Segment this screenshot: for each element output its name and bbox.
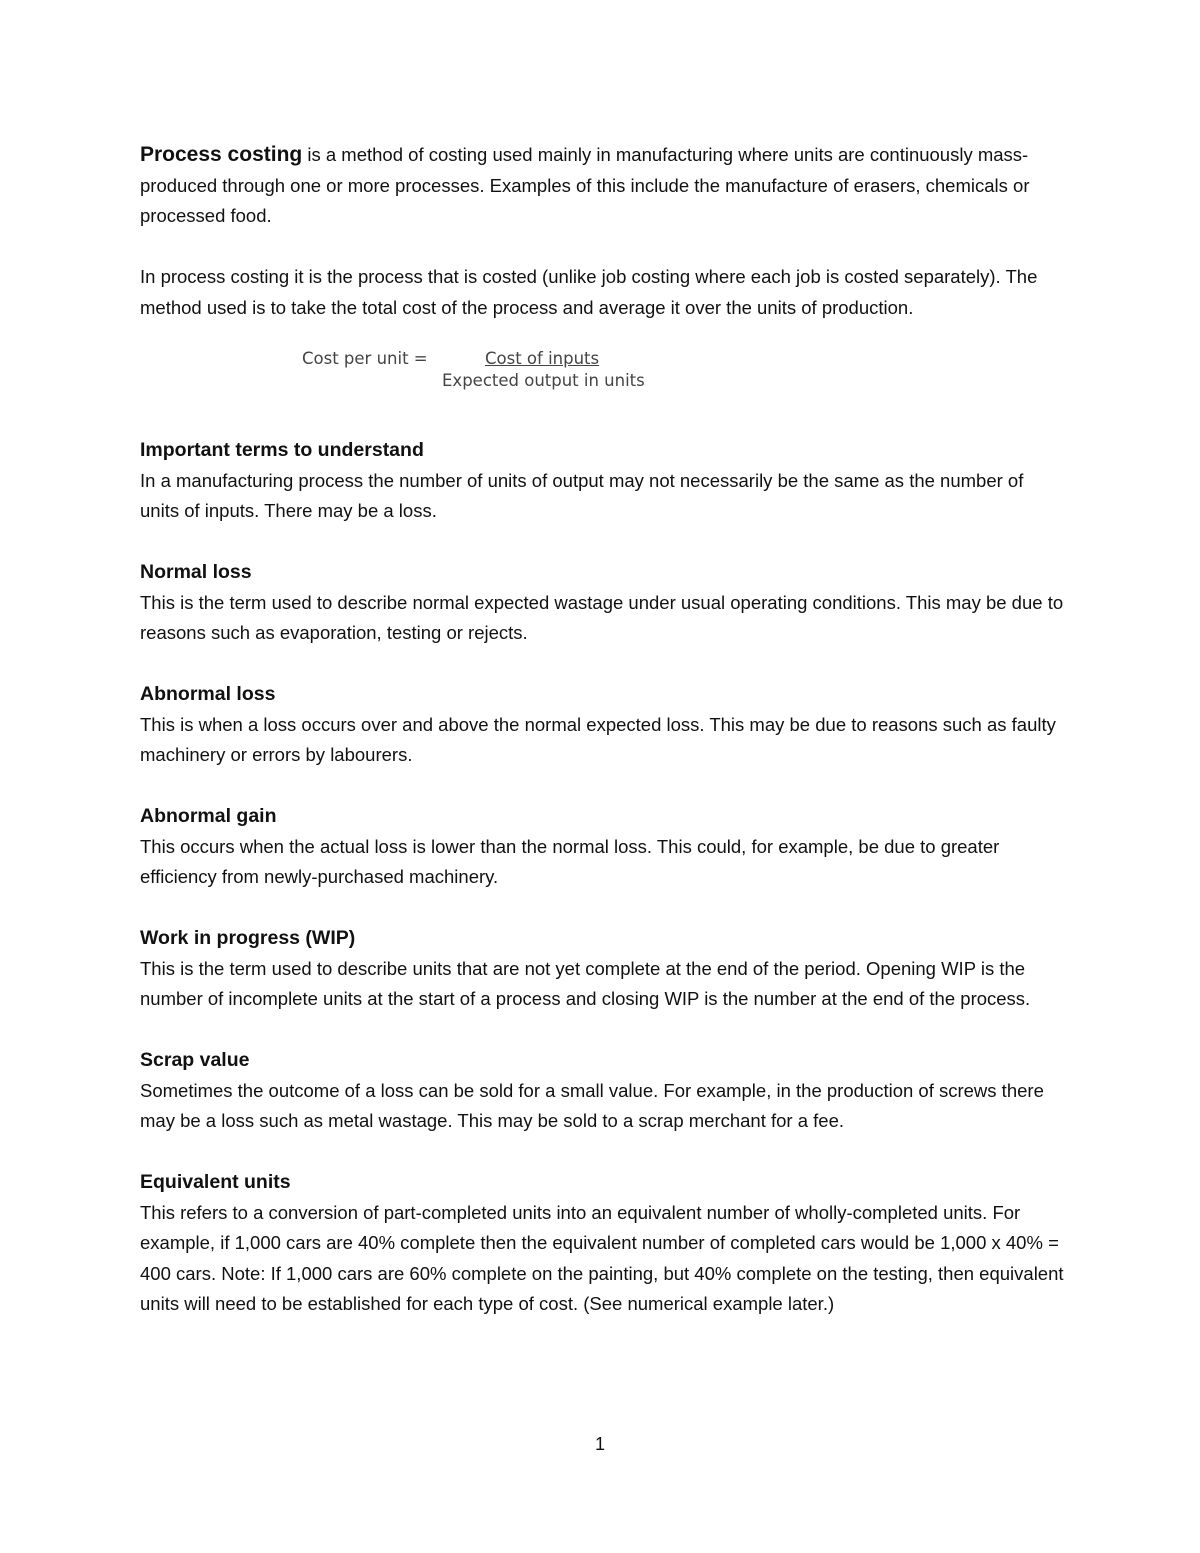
page-number: 1	[594, 1434, 605, 1454]
section-heading: Normal loss	[140, 561, 252, 583]
section-heading: Equivalent units	[140, 1171, 291, 1193]
section-work-in-progress	[140, 923, 1065, 1015]
intro-term: Process costing	[140, 143, 303, 166]
intro-paragraph	[140, 140, 1065, 232]
cost-per-unit-formula	[140, 345, 1065, 405]
formula-lhs: Cost per unit =	[302, 349, 428, 368]
section-heading: Important terms to understand	[140, 439, 424, 461]
section-body: This refers to a conversion of part-completed units into an equivalent number of wholly-completed units. For example, if 1,000 cars are 40% complete then the equivalent number of completed cars would be 1,000 x 40% = 400 cars. Note: If 1,000 cars are 60% complete on the painting, but 40% complete on the testing, then equivalent units will need to be established for each type of cost. (See numerical example later.)	[140, 1201, 1064, 1314]
section-normal-loss	[140, 557, 1065, 649]
method-paragraph: In process costing it is the process that is costed (unlike job costing where each job is costed separately). The method used is to take the total cost of the process and average it over the units of production.	[140, 266, 1038, 318]
section-equivalent-units	[140, 1167, 1065, 1320]
section-heading: Abnormal loss	[140, 683, 276, 705]
section-heading: Work in progress (WIP)	[140, 927, 356, 949]
section-body: Sometimes the outcome of a loss can be sold for a small value. For example, in the production of screws there may be a loss such as metal wastage. This may be sold to a scrap merchant for a fee.	[140, 1079, 1044, 1131]
spacer	[140, 232, 1065, 263]
intro-text: is a method of costing used mainly in manufacturing where units are continuously mass-produced through one or more processes. Examples of this include the manufacture of erasers, chemicals or processed food.	[140, 144, 1030, 226]
section-body: This is when a loss occurs over and above the normal expected loss. This may be due to reasons such as faulty machinery or errors by labourers.	[140, 713, 1056, 765]
formula-denominator: Expected output in units	[442, 371, 645, 390]
section-heading: Abnormal gain	[140, 805, 277, 827]
section-body: This is the term used to describe normal expected wastage under usual operating conditions. This may be due to reasons such as evaporation, testing or rejects.	[140, 591, 1064, 643]
section-body: This occurs when the actual loss is lower than the normal loss. This could, for example, be due to greater efficiency from newly-purchased machinery.	[140, 835, 1000, 887]
section-body: This is the term used to describe units that are not yet complete at the end of the period. Opening WIP is the number of incomplete units at the start of a process and closing WIP is the number at the end of the process.	[140, 957, 1031, 1009]
section-abnormal-gain	[140, 801, 1065, 893]
section-important-terms	[140, 435, 1065, 527]
section-heading: Scrap value	[140, 1049, 250, 1071]
section-scrap-value	[140, 1045, 1065, 1137]
section-body: In a manufacturing process the number of units of output may not necessarily be the same as the number of units of inputs. There may be a loss.	[140, 469, 1024, 521]
formula-numerator: Cost of inputs	[485, 349, 600, 368]
document-page	[140, 140, 1065, 1350]
section-abnormal-loss	[140, 679, 1065, 771]
